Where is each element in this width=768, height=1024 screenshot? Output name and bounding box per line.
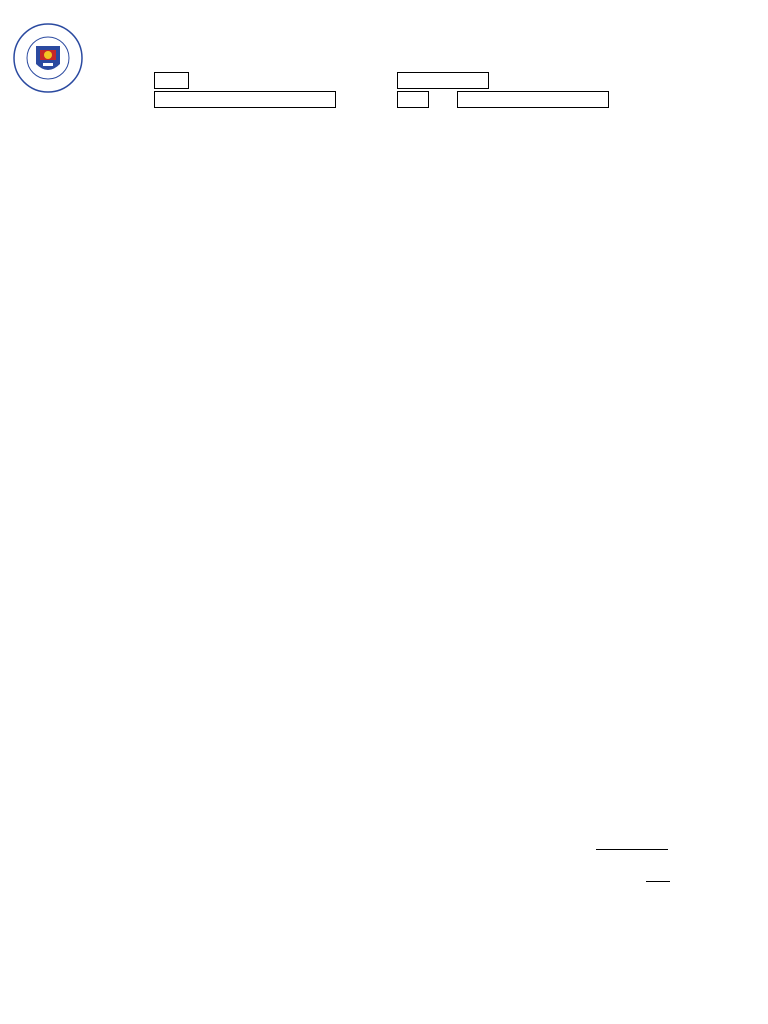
grade-level-field[interactable] xyxy=(397,91,429,108)
loss-codes xyxy=(308,815,628,843)
school-id-field[interactable] xyxy=(154,72,189,89)
date-bosy-line[interactable] xyxy=(646,881,670,882)
school-name-field[interactable] xyxy=(154,91,336,108)
section-field[interactable] xyxy=(457,91,609,108)
guidelines xyxy=(16,815,296,825)
deped-seal xyxy=(12,22,84,94)
school-year-field[interactable] xyxy=(397,72,489,89)
deped-logo xyxy=(624,34,668,78)
signature-line[interactable] xyxy=(596,849,668,850)
